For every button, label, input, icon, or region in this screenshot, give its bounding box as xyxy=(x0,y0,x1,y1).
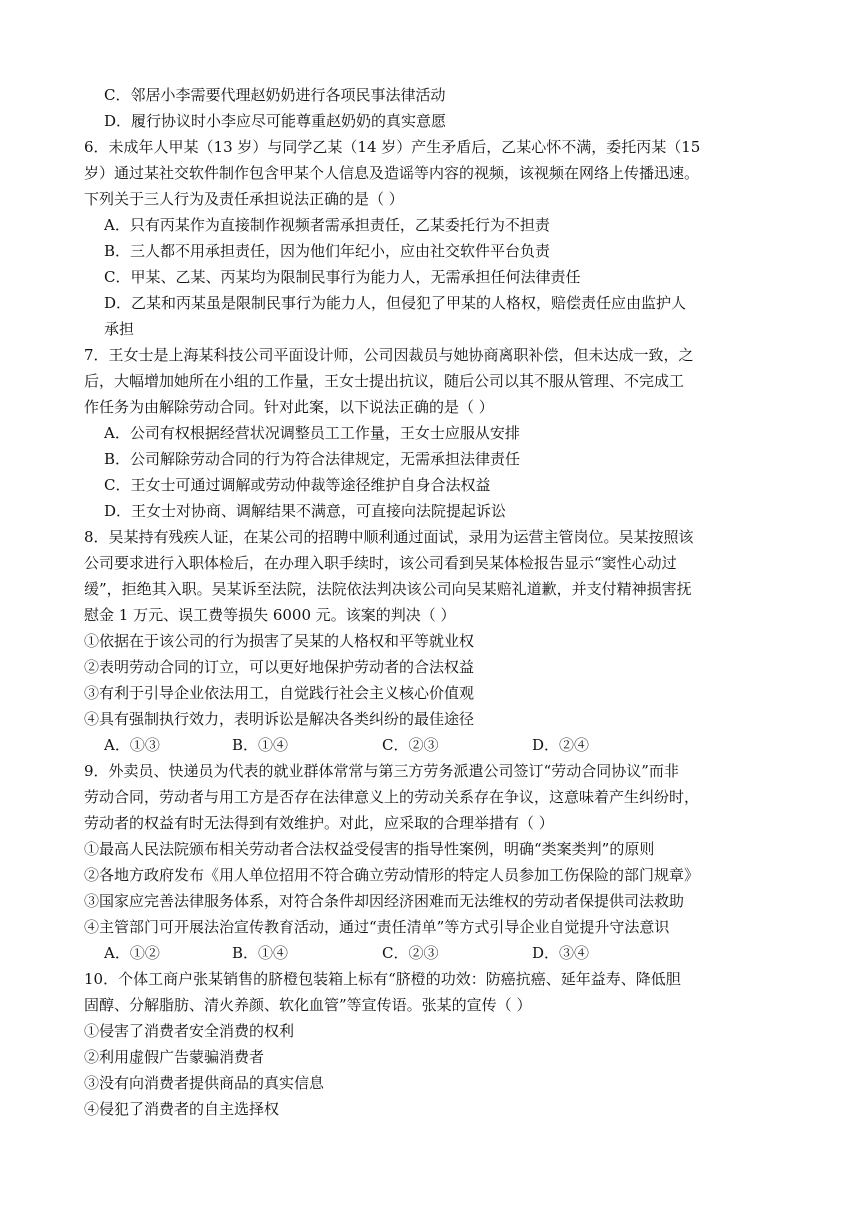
q7-stem-line: 后，大幅增加她所在小组的工作量，王女士提出抗议，随后公司以其不服从管理、不完成工 xyxy=(84,372,685,390)
q10-item: ③没有向消费者提供商品的真实信息 xyxy=(84,1074,325,1092)
q8-stem-line: 公司要求进行入职体检后，在办理入职手续时，该公司看到吴某体检报告显示“窦性心动过 xyxy=(84,554,677,572)
q6-option-d-cont: 承担 xyxy=(104,320,135,338)
q8-choice-c: C．②③ xyxy=(382,736,439,754)
q6-option-c: C．甲某、乙某、丙某均为限制民事行为能力人，无需承担任何法律责任 xyxy=(104,268,581,286)
q7-option-a: A．公司有权根据经营状况调整员工工作量，王女士应服从安排 xyxy=(104,424,520,442)
q9-item: ③国家应完善法律服务体系，对符合条件却因经济困难而无法维权的劳动者保提供司法救助 xyxy=(84,892,685,910)
q9-choice-d: D．③④ xyxy=(532,944,590,962)
q8-item: ②表明劳动合同的订立，可以更好地保护劳动者的合法权益 xyxy=(84,658,475,676)
q9-item: ②各地方政府发布《用人单位招用不符合确立劳动情形的特定人员参加工伤保险的部门规章》 xyxy=(84,866,700,884)
q6-stem-line: 岁）通过某社交软件制作包含甲某个人信息及造谣等内容的视频，该视频在网络上传播迅速。 xyxy=(84,164,700,182)
q5-option-d: D．履行协议时小李应尽可能尊重赵奶奶的真实意愿 xyxy=(104,112,447,130)
q8-choice-d: D．②④ xyxy=(532,736,590,754)
q8-item: ①依据在于该公司的行为损害了吴某的人格权和平等就业权 xyxy=(84,632,475,650)
q9-item: ①最高人民法院颁布相关劳动者合法权益受侵害的指导性案例，明确“类案类判”的原则 xyxy=(84,840,655,858)
q9-choice-a: A．①② xyxy=(104,944,160,962)
q6-stem-line: 6．未成年人甲某（13 岁）与同学乙某（14 岁）产生矛盾后，乙某心怀不满，委托丙某（15 xyxy=(84,138,701,156)
q8-choice-a: A．①③ xyxy=(104,736,160,754)
q7-stem-line: 作任务为由解除劳动合同。针对此案，以下说法正确的是（ ） xyxy=(84,398,494,416)
q10-item: ④侵犯了消费者的自主选择权 xyxy=(84,1100,280,1118)
q9-item: ④主管部门可开展法治宣传教育活动，通过“责任清单”等方式引导企业自觉提升守法意识 xyxy=(84,918,670,936)
q10-item: ①侵害了消费者安全消费的权利 xyxy=(84,1022,295,1040)
q9-choice-b: B．①④ xyxy=(232,944,289,962)
q8-stem-line: 8．吴某持有残疾人证，在某公司的招聘中顺利通过面试，录用为运营主管岗位。吴某按照该 xyxy=(84,528,694,546)
q10-stem-line: 10．个体工商户张某销售的脐橙包装箱上标有“脐橙的功效：防癌抗癌、延年益寿、降低胆 xyxy=(84,970,681,988)
q9-stem-line: 9．外卖员、快递员为代表的就业群体常常与第三方劳务派遣公司签订“劳动合同协议”而非 xyxy=(84,762,679,780)
q8-stem-line: 慰金 1 万元、误工费等损失 6000 元。该案的判决（ ） xyxy=(84,606,456,624)
q10-item: ②利用虚假广告蒙骗消费者 xyxy=(84,1048,265,1066)
q6-option-d: D．乙某和丙某虽是限制民事行为能力人，但侵犯了甲某的人格权，赔偿责任应由监护人 xyxy=(104,294,687,312)
q7-option-c: C．王女士可通过调解或劳动仲裁等途径维护自身合法权益 xyxy=(104,476,491,494)
q6-stem-line: 下列关于三人行为及责任承担说法正确的是（ ） xyxy=(84,190,404,208)
q9-choice-c: C．②③ xyxy=(382,944,439,962)
q8-item: ③有利于引导企业依法用工，自觉践行社会主义核心价值观 xyxy=(84,684,475,702)
q8-choice-b: B．①④ xyxy=(232,736,289,754)
q6-option-b: B．三人都不用承担责任，因为他们年纪小，应由社交软件平台负责 xyxy=(104,242,551,260)
q5-option-c: C．邻居小李需要代理赵奶奶进行各项民事法律活动 xyxy=(104,86,446,104)
q10-stem-line: 固醇、分解脂肪、清火养颜、软化血管”等宣传语。张某的宣传（ ） xyxy=(84,996,532,1014)
q6-option-a: A．只有丙某作为直接制作视频者需承担责任，乙某委托行为不担责 xyxy=(104,216,550,234)
q8-item: ④具有强制执行效力，表明诉讼是解决各类纠纷的最佳途径 xyxy=(84,710,475,728)
q8-stem-line: 缓”，拒绝其入职。吴某诉至法院，法院依法判决该公司向吴某赔礼道歉，并支付精神损害抚 xyxy=(84,580,692,598)
q7-option-b: B．公司解除劳动合同的行为符合法律规定，无需承担法律责任 xyxy=(104,450,521,468)
q7-stem-line: 7．王女士是上海某科技公司平面设计师，公司因裁员与她协商离职补偿，但未达成一致，之 xyxy=(84,346,694,364)
q9-stem-line: 劳动者的权益有时无法得到有效维护。对此，应采取的合理举措有（ ） xyxy=(84,814,554,832)
q9-stem-line: 劳动合同，劳动者与用工方是否存在法律意义上的劳动关系存在争议，这意味着产生纠纷时， xyxy=(84,788,700,806)
q7-option-d: D．王女士对协商、调解结果不满意，可直接向法院提起诉讼 xyxy=(104,502,507,520)
